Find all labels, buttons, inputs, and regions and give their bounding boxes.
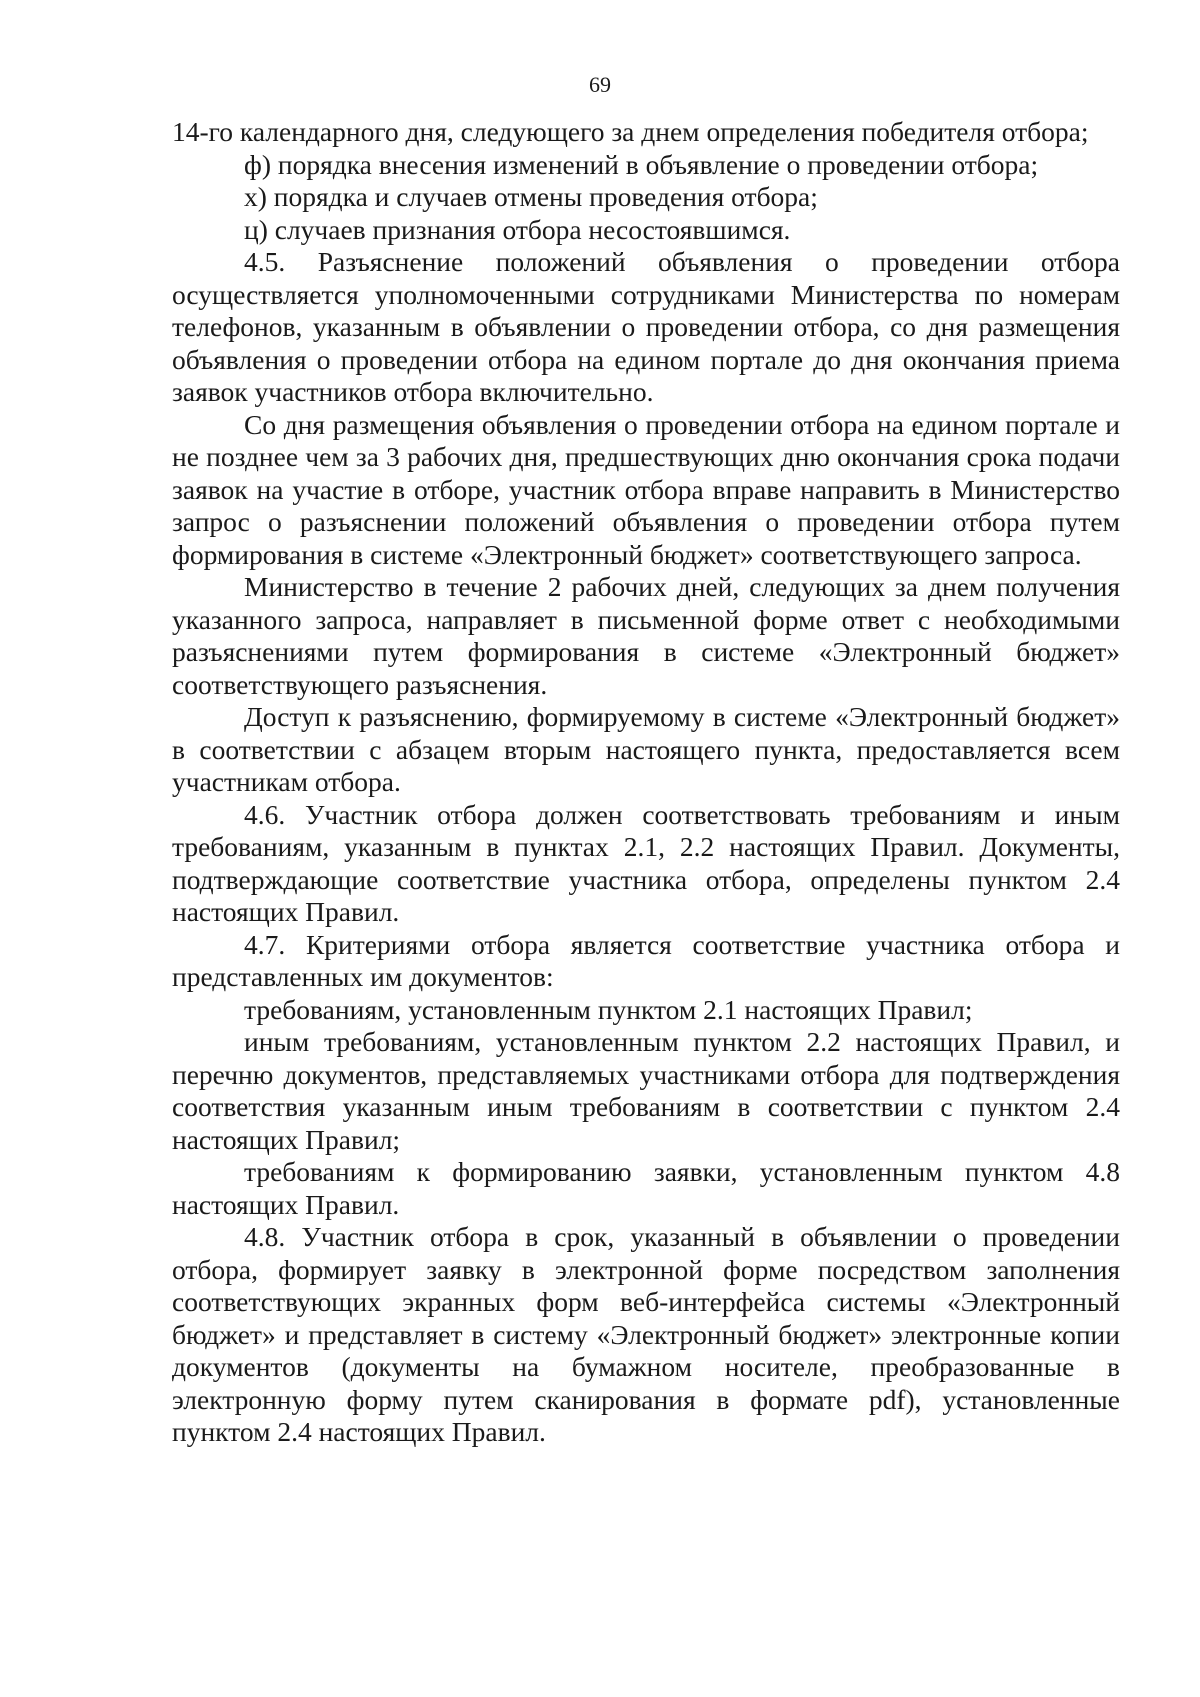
- page-number: 69: [589, 72, 611, 97]
- paragraph: требованиям к формированию заявки, установленным пунктом 4.8 настоящих Правил.: [172, 1156, 1120, 1220]
- paragraph: Доступ к разъяснению, формируемому в системе «Электронный бюджет» в соответствии с абзацем вторым настоящего пункта, предоставляется всем участникам отбора.: [172, 701, 1120, 797]
- paragraph: 4.6. Участник отбора должен соответствовать требованиям и иным требованиям, указанным в пунктах 2.1, 2.2 настоящих Правил. Документы, подтверждающие соответствие участника отбора, определены пунктом 2.4 настоящих Правил.: [172, 798, 1120, 927]
- paragraph: ц) случаев признания отбора несостоявшимся.: [244, 213, 791, 245]
- paragraph: ф) порядка внесения изменений в объявление о проведении отбора;: [244, 148, 1039, 180]
- paragraph: иным требованиям, установленным пунктом 2.2 настоящих Правил, и перечню документов, представляемых участниками отбора для подтверждения соответствия указанным иным требованиям в соответствии с пунктом 2.4 настоящих Правил;: [172, 1026, 1120, 1155]
- paragraph: Со дня размещения объявления о проведении отбора на едином портале и не позднее чем за 3 рабочих дня, предшествующих дню окончания срока подачи заявок на участие в отборе, участник отбора вправе направить в Министерство запрос о разъяснении положений объявления о проведении отбора путем формирования в системе «Электронный бюджет» соответствующего запроса.: [172, 408, 1120, 570]
- paragraph: 4.8. Участник отбора в срок, указанный в объявлении о проведении отбора, формирует заявку в электронной форме посредством заполнения соответствующих экранных форм веб-интерфейса системы «Электронный бюджет» и представляет в систему «Электронный бюджет» электронные копии документов (документы на бумажном носителе, преобразованные в электронную форму путем сканирования в формате pdf), установленные пунктом 2.4 настоящих Правил.: [172, 1221, 1120, 1447]
- paragraph: 4.7. Критериями отбора является соответствие участника отбора и представленных им документов:: [172, 928, 1120, 992]
- document-body: [172, 116, 1120, 1449]
- paragraph: требованиям, установленным пунктом 2.1 настоящих Правил;: [244, 993, 973, 1025]
- paragraph: Министерство в течение 2 рабочих дней, следующих за днем получения указанного запроса, направляет в письменной форме ответ с необходимыми разъяснениями путем формирования в системе «Электронный бюджет» соответствующего разъяснения.: [172, 571, 1120, 700]
- paragraph: 14-го календарного дня, следующего за днем определения победителя отбора;: [172, 116, 1089, 147]
- paragraph: х) порядка и случаев отмены проведения отбора;: [244, 181, 818, 212]
- paragraph: 4.5. Разъяснение положений объявления о проведении отбора осуществляется уполномоченными сотрудниками Министерства по номерам телефонов, указанным в объявлении о проведении отбора, со дня размещения объявления о проведении отбора на едином портале до дня окончания приема заявок участников отбора включительно.: [172, 246, 1120, 407]
